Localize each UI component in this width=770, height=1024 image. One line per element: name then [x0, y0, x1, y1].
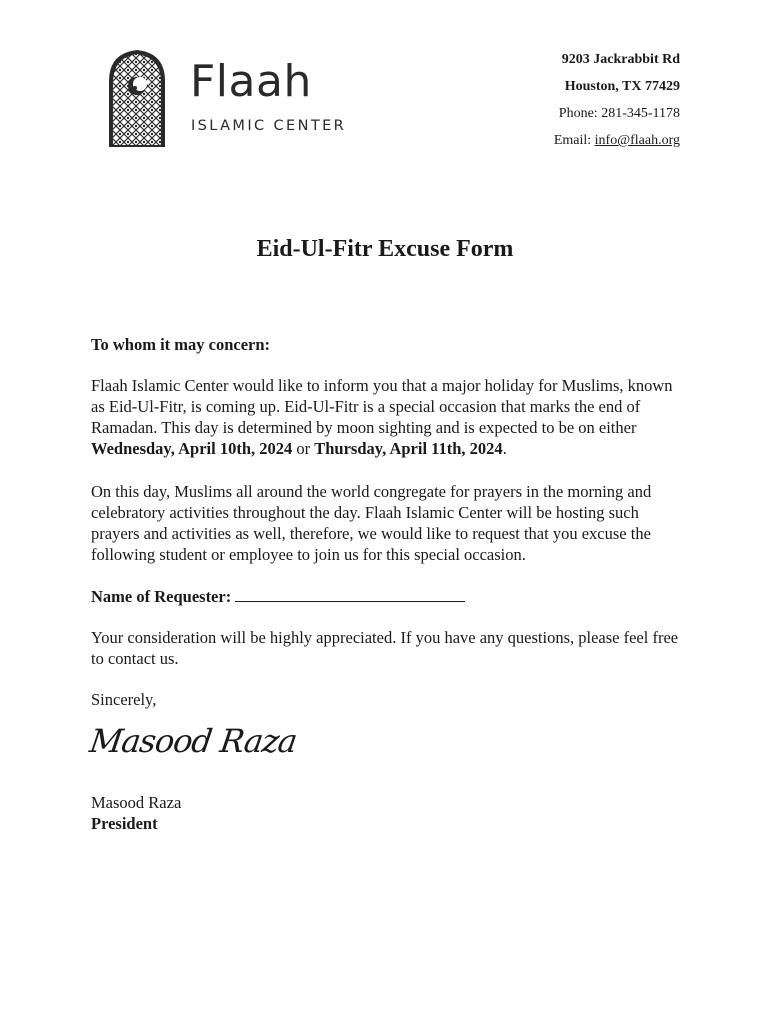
- paragraph-intro: [91, 375, 681, 459]
- address-email: [554, 127, 680, 154]
- date-wednesday: Wednesday, April 10th, 2024: [91, 439, 293, 458]
- email-link[interactable]: info@flaah.org: [594, 133, 680, 148]
- logo-subtitle: ISLAMIC CENTER: [191, 118, 347, 134]
- date-thursday: Thursday, April 11th, 2024: [314, 439, 503, 458]
- requester-field: [91, 586, 681, 607]
- paragraph-intro-end: .: [502, 439, 507, 458]
- phone-number: 281-345-1178: [601, 106, 680, 121]
- signer-role: President: [91, 814, 158, 833]
- requester-label: Name of Requester:: [91, 587, 232, 606]
- phone-label: Phone:: [558, 106, 602, 121]
- address-street: 9203 Jackrabbit Rd: [561, 52, 680, 67]
- paragraph-consideration: Your consideration will be highly appreciated. If you have any questions, please feel free to contact us.: [91, 628, 679, 668]
- paragraph-details: On this day, Muslims all around the world congregate for prayers in the morning and celebratory activities throughout the day. Flaah Islamic Center will be hosting such prayers and activities as well, therefore, we would like to request that you excuse the following student or employee to join us for this special occasion.: [91, 482, 652, 564]
- date-connector: or: [292, 439, 315, 458]
- requester-blank-line[interactable]: [235, 587, 465, 602]
- email-label: Email:: [553, 133, 595, 148]
- address-block: [554, 46, 680, 154]
- signer-name: Masood Raza: [91, 793, 182, 812]
- mosque-window-logo-icon: [108, 50, 166, 148]
- signature: Masood Raza: [87, 722, 299, 760]
- paragraph-intro-text: Flaah Islamic Center would like to inform you that a major holiday for Muslims, known as Eid-Ul-Fitr, is coming up. Eid-Ul-Fitr is a special occasion that marks the end of Ramadan. This day is determined by moon sighting and is expected to be on either: [91, 376, 673, 437]
- address-city: Houston, TX 77429: [564, 79, 680, 94]
- address-phone: [554, 100, 680, 127]
- page-title: Eid-Ul-Fitr Excuse Form: [256, 236, 514, 262]
- logo-name: Flaah: [190, 56, 312, 107]
- closing: Sincerely,: [91, 690, 157, 709]
- greeting: To whom it may concern:: [91, 335, 271, 354]
- signer-block: [91, 792, 681, 834]
